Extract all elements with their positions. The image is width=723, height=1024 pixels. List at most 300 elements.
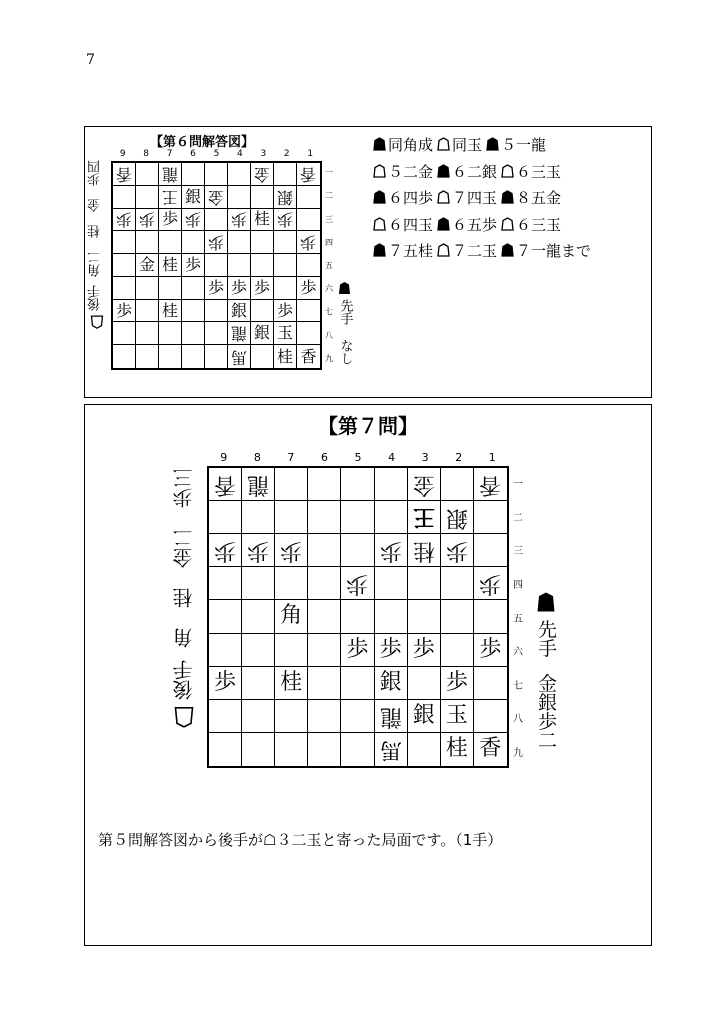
board-square[interactable] bbox=[205, 209, 228, 232]
gote-piece: 歩 bbox=[115, 210, 132, 230]
problem7-board bbox=[207, 466, 509, 768]
board-square[interactable] bbox=[159, 209, 182, 232]
board-square[interactable] bbox=[341, 634, 374, 667]
board-square[interactable] bbox=[209, 667, 242, 700]
gote-icon bbox=[88, 311, 103, 329]
problem6-sente-label: 先手 bbox=[337, 299, 353, 326]
board-square[interactable] bbox=[441, 700, 474, 733]
file-label: 9 bbox=[220, 451, 228, 464]
sente-piece: 銀 bbox=[379, 669, 402, 695]
move-text: ７四玉 bbox=[452, 189, 498, 207]
board-square[interactable] bbox=[375, 667, 408, 700]
board-square[interactable] bbox=[251, 163, 274, 186]
board-square[interactable] bbox=[474, 667, 507, 700]
board-square[interactable] bbox=[228, 231, 251, 254]
problem6-rank-labels bbox=[325, 161, 333, 370]
board-square[interactable] bbox=[474, 567, 507, 600]
board-square[interactable] bbox=[474, 600, 507, 633]
board-square[interactable] bbox=[341, 468, 374, 501]
file-label: 9 bbox=[119, 149, 126, 159]
problem7-caption: 第５問解答図から後手が☖３二玉と寄った局面です。（1手） bbox=[98, 831, 503, 849]
board-square[interactable] bbox=[297, 322, 320, 345]
gote-piece: 歩 bbox=[280, 538, 303, 564]
board-square[interactable] bbox=[209, 468, 242, 501]
board-square[interactable] bbox=[205, 322, 228, 345]
sente-icon bbox=[437, 164, 450, 178]
sente-piece: 銀 bbox=[230, 300, 247, 320]
move-text: ６三玉 bbox=[516, 215, 562, 234]
board-square[interactable] bbox=[159, 322, 182, 345]
board-square[interactable] bbox=[228, 345, 251, 368]
rank-label: 九 bbox=[325, 353, 333, 363]
board-square[interactable] bbox=[441, 501, 474, 534]
file-label: 6 bbox=[190, 149, 196, 159]
board-square[interactable] bbox=[159, 254, 182, 277]
board-square[interactable] bbox=[182, 163, 205, 186]
board-square[interactable] bbox=[205, 345, 228, 368]
rank-label: 七 bbox=[513, 680, 523, 692]
board-square[interactable] bbox=[441, 733, 474, 766]
rank-label: 四 bbox=[325, 237, 333, 247]
move bbox=[437, 216, 497, 234]
board-square[interactable] bbox=[375, 567, 408, 600]
move bbox=[501, 189, 561, 207]
board-square[interactable] bbox=[136, 254, 159, 277]
board-square[interactable] bbox=[182, 277, 205, 300]
move-text: ５二金 bbox=[388, 162, 434, 181]
board-square[interactable] bbox=[113, 254, 136, 277]
board-square[interactable] bbox=[159, 231, 182, 254]
sente-piece: 香 bbox=[479, 736, 502, 762]
gote-piece: 歩 bbox=[445, 538, 468, 564]
board-square[interactable] bbox=[159, 345, 182, 368]
board-square[interactable] bbox=[341, 600, 374, 633]
board-square[interactable] bbox=[297, 163, 320, 186]
sente-piece: 歩 bbox=[445, 669, 468, 695]
sente-piece: 桂 bbox=[161, 254, 178, 274]
file-label: 2 bbox=[455, 451, 463, 464]
board-square[interactable] bbox=[408, 700, 441, 733]
board-square[interactable] bbox=[308, 501, 341, 534]
board-square[interactable] bbox=[375, 700, 408, 733]
board-square[interactable] bbox=[274, 254, 297, 277]
gote-icon bbox=[501, 217, 514, 231]
rank-label: 五 bbox=[325, 260, 333, 270]
board-square[interactable] bbox=[408, 534, 441, 567]
gote-piece: 銀 bbox=[276, 187, 293, 207]
board-square[interactable] bbox=[341, 733, 374, 766]
file-label: 2 bbox=[283, 149, 290, 159]
file-label: 3 bbox=[260, 149, 267, 159]
board-square[interactable] bbox=[159, 163, 182, 186]
board-square[interactable] bbox=[242, 468, 275, 501]
board-square[interactable] bbox=[228, 300, 251, 323]
problem7-sente-hand bbox=[536, 591, 556, 749]
sente-piece: 歩 bbox=[115, 300, 132, 320]
board-square[interactable] bbox=[136, 163, 159, 186]
move-text: ５一龍 bbox=[501, 136, 547, 154]
sente-icon bbox=[535, 591, 557, 619]
board-square[interactable] bbox=[474, 634, 507, 667]
board-square[interactable] bbox=[341, 700, 374, 733]
problem7-sente-pieces: 金銀歩二 bbox=[535, 673, 557, 750]
sente-piece: 銀 bbox=[412, 702, 435, 728]
board-square[interactable] bbox=[308, 600, 341, 633]
board-square[interactable] bbox=[242, 567, 275, 600]
board-square[interactable] bbox=[474, 501, 507, 534]
board-square[interactable] bbox=[251, 345, 274, 368]
board-square[interactable] bbox=[308, 634, 341, 667]
move bbox=[437, 163, 497, 181]
sente-piece: 歩 bbox=[379, 636, 402, 662]
board-square[interactable] bbox=[113, 300, 136, 323]
board-square[interactable] bbox=[308, 667, 341, 700]
board-square[interactable] bbox=[136, 277, 159, 300]
file-label: 6 bbox=[320, 451, 328, 464]
board-square[interactable] bbox=[275, 534, 308, 567]
sente-piece: 銀 bbox=[184, 186, 201, 206]
sente-piece: 歩 bbox=[412, 636, 435, 662]
gote-icon bbox=[373, 164, 386, 178]
board-square[interactable] bbox=[308, 733, 341, 766]
board-square[interactable] bbox=[408, 667, 441, 700]
board-square[interactable] bbox=[136, 345, 159, 368]
sente-piece: 桂 bbox=[276, 346, 293, 366]
board-square[interactable] bbox=[308, 534, 341, 567]
sente-piece: 歩 bbox=[479, 636, 502, 662]
board-square[interactable] bbox=[341, 667, 374, 700]
board-square[interactable] bbox=[228, 186, 251, 209]
board-square[interactable] bbox=[251, 322, 274, 345]
board-square[interactable] bbox=[242, 501, 275, 534]
move bbox=[373, 242, 433, 260]
move-text: ６四玉 bbox=[388, 215, 434, 234]
problem6-board bbox=[111, 161, 322, 370]
file-label: 5 bbox=[213, 149, 220, 159]
rank-label: 四 bbox=[513, 579, 523, 591]
board-square[interactable] bbox=[159, 300, 182, 323]
gote-piece: 金 bbox=[207, 187, 224, 207]
sente-piece: 歩 bbox=[346, 636, 369, 662]
sente-piece: 桂 bbox=[161, 300, 178, 320]
board-square[interactable] bbox=[274, 345, 297, 368]
sente-piece: 銀 bbox=[253, 323, 270, 343]
board-square[interactable] bbox=[275, 634, 308, 667]
board-square[interactable] bbox=[275, 600, 308, 633]
board-square[interactable] bbox=[228, 209, 251, 232]
board-square[interactable] bbox=[242, 600, 275, 633]
move bbox=[437, 136, 482, 154]
gote-piece: 龍 bbox=[247, 472, 270, 498]
board-square[interactable] bbox=[408, 600, 441, 633]
board-square[interactable] bbox=[408, 468, 441, 501]
gote-piece: 歩 bbox=[379, 538, 402, 564]
board-square[interactable] bbox=[182, 322, 205, 345]
board-square[interactable] bbox=[274, 186, 297, 209]
board-square[interactable] bbox=[242, 733, 275, 766]
board-square[interactable] bbox=[228, 254, 251, 277]
board-square[interactable] bbox=[308, 567, 341, 600]
sente-piece: 歩 bbox=[253, 277, 270, 297]
board-square[interactable] bbox=[474, 534, 507, 567]
move bbox=[437, 189, 497, 207]
board-square[interactable] bbox=[375, 600, 408, 633]
sente-piece: 歩 bbox=[230, 277, 247, 297]
board-square[interactable] bbox=[474, 700, 507, 733]
board-square[interactable] bbox=[341, 567, 374, 600]
board-square[interactable] bbox=[274, 277, 297, 300]
board-square[interactable] bbox=[297, 209, 320, 232]
gote-piece: 龍 bbox=[230, 324, 247, 344]
board-square[interactable] bbox=[251, 277, 274, 300]
sente-piece: 桂 bbox=[253, 209, 270, 229]
problem6-sente-hand bbox=[338, 281, 352, 365]
board-square[interactable] bbox=[274, 300, 297, 323]
board-square[interactable] bbox=[228, 163, 251, 186]
board-square[interactable] bbox=[274, 231, 297, 254]
sente-icon bbox=[501, 190, 514, 204]
board-square[interactable] bbox=[341, 501, 374, 534]
move bbox=[373, 136, 433, 154]
board-square[interactable] bbox=[251, 300, 274, 323]
board-square[interactable] bbox=[275, 700, 308, 733]
board-square[interactable] bbox=[297, 277, 320, 300]
board-square[interactable] bbox=[205, 254, 228, 277]
board-square[interactable] bbox=[113, 231, 136, 254]
move bbox=[501, 163, 561, 181]
board-square[interactable] bbox=[136, 322, 159, 345]
board-square[interactable] bbox=[136, 300, 159, 323]
sente-icon bbox=[437, 217, 450, 231]
board-square[interactable] bbox=[209, 534, 242, 567]
board-square[interactable] bbox=[375, 534, 408, 567]
sente-piece: 桂 bbox=[280, 669, 303, 695]
file-label: 5 bbox=[354, 451, 362, 464]
board-square[interactable] bbox=[159, 186, 182, 209]
board-square[interactable] bbox=[441, 468, 474, 501]
board-square[interactable] bbox=[251, 231, 274, 254]
problem6-move-sequence bbox=[373, 132, 643, 265]
sente-piece: 歩 bbox=[214, 669, 237, 695]
file-label: 4 bbox=[237, 149, 243, 159]
gote-piece: 桂 bbox=[412, 538, 435, 564]
sente-piece: 角 bbox=[280, 603, 303, 629]
board-square[interactable] bbox=[205, 163, 228, 186]
board-square[interactable] bbox=[408, 501, 441, 534]
board-square[interactable] bbox=[375, 733, 408, 766]
board-square[interactable] bbox=[136, 231, 159, 254]
sente-icon bbox=[486, 137, 499, 151]
board-square[interactable] bbox=[274, 163, 297, 186]
sente-icon bbox=[501, 243, 514, 257]
problem7-gote-hand bbox=[174, 468, 194, 728]
board-square[interactable] bbox=[441, 534, 474, 567]
board-square[interactable] bbox=[159, 277, 182, 300]
board-square[interactable] bbox=[297, 345, 320, 368]
board-square[interactable] bbox=[297, 300, 320, 323]
board-square[interactable] bbox=[182, 345, 205, 368]
board-square[interactable] bbox=[182, 209, 205, 232]
gote-piece: 銀 bbox=[445, 505, 468, 531]
problem7-gote-pieces: 角 桂 金二 歩三 bbox=[172, 468, 196, 648]
board-square[interactable] bbox=[275, 468, 308, 501]
board-square[interactable] bbox=[209, 600, 242, 633]
gote-piece: 王 bbox=[412, 504, 435, 531]
file-label: 1 bbox=[307, 149, 314, 159]
board-square[interactable] bbox=[375, 468, 408, 501]
board-square[interactable] bbox=[275, 733, 308, 766]
file-label: 1 bbox=[488, 451, 496, 464]
gote-piece: 龍 bbox=[379, 703, 402, 729]
board-square[interactable] bbox=[251, 254, 274, 277]
sente-piece: 桂 bbox=[445, 736, 468, 762]
gote-piece: 香 bbox=[300, 164, 317, 184]
move-text: ６二銀 bbox=[452, 162, 498, 181]
problem7-file-labels bbox=[207, 451, 509, 464]
gote-icon bbox=[172, 700, 196, 728]
gote-piece: 歩 bbox=[247, 538, 270, 564]
gote-icon bbox=[501, 164, 514, 178]
rank-label: 三 bbox=[513, 546, 523, 558]
board-square[interactable] bbox=[297, 231, 320, 254]
board-square[interactable] bbox=[182, 186, 205, 209]
board-square[interactable] bbox=[275, 667, 308, 700]
board-square[interactable] bbox=[228, 277, 251, 300]
rank-label: 一 bbox=[513, 479, 523, 491]
gote-piece: 馬 bbox=[230, 347, 247, 367]
gote-piece: 歩 bbox=[207, 233, 224, 253]
sente-icon bbox=[373, 243, 386, 257]
board-square[interactable] bbox=[375, 634, 408, 667]
board-square[interactable] bbox=[209, 733, 242, 766]
file-label: 7 bbox=[287, 451, 295, 464]
board-square[interactable] bbox=[441, 667, 474, 700]
board-square[interactable] bbox=[341, 534, 374, 567]
gote-piece: 金 bbox=[253, 164, 270, 184]
move bbox=[486, 136, 546, 154]
board-square[interactable] bbox=[182, 300, 205, 323]
board-square[interactable] bbox=[209, 634, 242, 667]
problem7-title: 【第７問】 bbox=[318, 414, 418, 438]
board-square[interactable] bbox=[474, 468, 507, 501]
rank-label: 八 bbox=[513, 714, 523, 726]
board-square[interactable] bbox=[209, 501, 242, 534]
move-text: ６三玉 bbox=[516, 162, 562, 181]
gote-piece: 馬 bbox=[379, 737, 402, 763]
board-square[interactable] bbox=[474, 733, 507, 766]
board-square[interactable] bbox=[209, 700, 242, 733]
board-square[interactable] bbox=[136, 209, 159, 232]
board-square[interactable] bbox=[182, 231, 205, 254]
gote-piece: 歩 bbox=[184, 210, 201, 230]
board-square[interactable] bbox=[182, 254, 205, 277]
sente-piece: 香 bbox=[300, 346, 317, 366]
board-square[interactable] bbox=[297, 254, 320, 277]
board-square[interactable] bbox=[375, 501, 408, 534]
move bbox=[501, 216, 561, 234]
problem7-sente-label: 先手 bbox=[535, 619, 557, 658]
board-square[interactable] bbox=[205, 186, 228, 209]
gote-piece: 歩 bbox=[214, 538, 237, 564]
board-square[interactable] bbox=[113, 163, 136, 186]
file-label: 3 bbox=[421, 451, 429, 464]
board-square[interactable] bbox=[113, 209, 136, 232]
rank-label: 三 bbox=[325, 214, 333, 224]
board-square[interactable] bbox=[205, 300, 228, 323]
board-square[interactable] bbox=[113, 277, 136, 300]
board-square[interactable] bbox=[228, 322, 251, 345]
problem7-rank-labels bbox=[513, 466, 523, 768]
board-square[interactable] bbox=[408, 634, 441, 667]
rank-label: 七 bbox=[325, 307, 333, 317]
board-square[interactable] bbox=[113, 345, 136, 368]
move bbox=[501, 242, 591, 260]
gote-piece: 歩 bbox=[479, 571, 502, 597]
board-square[interactable] bbox=[113, 322, 136, 345]
board-square[interactable] bbox=[242, 700, 275, 733]
board-square[interactable] bbox=[275, 567, 308, 600]
move bbox=[437, 242, 497, 260]
board-square[interactable] bbox=[242, 634, 275, 667]
board-square[interactable] bbox=[297, 186, 320, 209]
gote-piece: 金 bbox=[412, 472, 435, 498]
file-label: 7 bbox=[166, 149, 173, 159]
rank-label: 八 bbox=[325, 330, 333, 340]
file-label: 8 bbox=[143, 149, 150, 159]
board-square[interactable] bbox=[274, 322, 297, 345]
move-text: 同角成 bbox=[388, 136, 434, 154]
board-square[interactable] bbox=[205, 277, 228, 300]
sente-piece: 歩 bbox=[207, 277, 224, 297]
gote-piece: 歩 bbox=[300, 233, 317, 253]
board-square[interactable] bbox=[205, 231, 228, 254]
file-label: 8 bbox=[253, 451, 261, 464]
sente-piece: 歩 bbox=[161, 209, 178, 229]
gote-piece: 王 bbox=[161, 187, 178, 207]
board-square[interactable] bbox=[308, 700, 341, 733]
gote-piece: 歩 bbox=[276, 210, 293, 230]
rank-label: 九 bbox=[513, 747, 523, 759]
gote-piece: 香 bbox=[214, 472, 237, 498]
board-square[interactable] bbox=[242, 534, 275, 567]
move-text: ６五歩 bbox=[452, 215, 498, 234]
board-square[interactable] bbox=[251, 186, 274, 209]
board-square[interactable] bbox=[308, 468, 341, 501]
board-square[interactable] bbox=[441, 567, 474, 600]
board-square[interactable] bbox=[408, 733, 441, 766]
board-square[interactable] bbox=[251, 209, 274, 232]
board-square[interactable] bbox=[441, 634, 474, 667]
move-text: ８五金 bbox=[516, 189, 562, 207]
move bbox=[373, 163, 433, 181]
gote-icon bbox=[437, 137, 450, 151]
board-square[interactable] bbox=[242, 667, 275, 700]
move-text: 同玉 bbox=[452, 136, 483, 154]
board-square[interactable] bbox=[113, 186, 136, 209]
sente-piece: 歩 bbox=[276, 300, 293, 320]
problem6-gote-pieces: 角二 桂 金 歩四 bbox=[88, 160, 103, 277]
board-square[interactable] bbox=[136, 186, 159, 209]
sente-icon bbox=[373, 190, 386, 204]
board-square[interactable] bbox=[408, 567, 441, 600]
gote-piece: 龍 bbox=[161, 164, 178, 184]
board-square[interactable] bbox=[275, 501, 308, 534]
board-square[interactable] bbox=[209, 567, 242, 600]
board-square[interactable] bbox=[441, 600, 474, 633]
board-square[interactable] bbox=[274, 209, 297, 232]
rank-label: 六 bbox=[325, 284, 333, 294]
move-text: ７二玉 bbox=[452, 242, 498, 260]
